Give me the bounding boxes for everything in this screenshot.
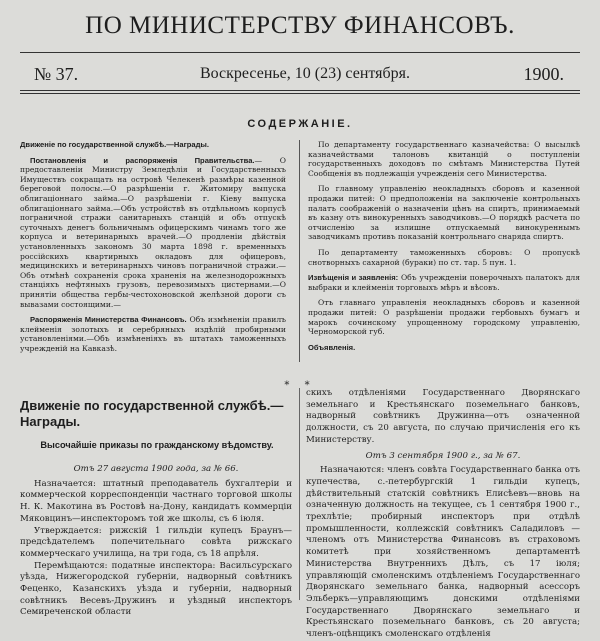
article-paragraph: Назначаются: членъ совѣта Государственнаго банка отъ купечества, с.-петербургскій 1 гильдіи купецъ, дѣйствительный статскій совѣтникъ Елисѣевъ—вновь на означенную должность на текущее, съ 1 сентября 1900 г., трехлѣтіе; пробирный инспекторъ при отдѣлѣ промышленности, коллежскій совѣтникъ Саладиловъ — членомъ отъ Министерства Финансовъ въ страховомъ комитетѣ при хозяйственномъ департаментѣ Министерства Внутреннихъ Дѣлъ, съ 17 іюля; управляющій смоленскимъ отдѣленіемъ Государственнаго Дворянскаго земельнаго банка, надворный асессоръ Эльберкъ—управляющимъ донскими отдѣленіями Государственнаго Дворянскаго земельнаго и Крестьянскаго поземельнаго банковъ, съ 20 августа; членъ-оцѣнщикъ смоленскаго отдѣленія — [306, 465, 580, 640]
contents-entry-text: По департаменту государственнаго казначейства: О высылкѣ казначействами талоновъ квитанцій о поступленіи государственныхъ доходовъ по смѣтамъ Министерства Путей Сообщенія въ подлежащія учрежденія сего Министерства. — [308, 140, 580, 178]
issue-date: Воскресенье, 10 (23) сентября. — [199, 65, 411, 82]
contents-entry-text: Объ измѣненіи правилъ клейменія золотыхъ и серебряныхъ издѣлій пробирными установленіями.—Объ измѣненіяхъ въ штатахъ таможенныхъ учрежденій на Кавказѣ. — [20, 315, 286, 353]
contents-entry — [20, 140, 286, 150]
order-date: Отъ 27 августа 1900 года, за № 66. — [73, 464, 239, 474]
article-paragraph: Утверждается: рижскій 1 гильдіи купецъ Браунъ—предсѣдателемъ попечительнаго совѣта рижскаго коммерческаго училища, на три года, съ 18 апрѣля. — [20, 525, 292, 559]
contents-entry — [308, 298, 580, 336]
contents-entry-head: Распоряженія Министерства Финансовъ. — [30, 315, 187, 325]
issue-year: 1900. — [523, 64, 564, 84]
section-separator: * * — [284, 380, 316, 391]
article-paragraph: Назначается: штатный преподаватель бухгалтеріи и коммерческой корреспонденціи частнаго торговой школы Н. К. Макотина въ Ростовѣ на-Дону, кандидатъ коммерціи Мяковцинъ—инспекторомъ той же школы, съ 6 іюля. — [20, 478, 292, 524]
contents-entry-head: Постановленія и распоряженія Правительства. — [30, 155, 255, 165]
contents-entry-text: Отъ главнаго управленія неокладныхъ сборовъ и казенной продажи питей: О разрѣшеніи продажи гербовыхъ бумагъ и марокъ сочинскому упрощенному городскому управленію, Черноморской губ. — [308, 298, 580, 337]
contents-entry — [20, 315, 286, 353]
page-title: ПО МИНИСТЕРСТВУ ФИНАНСОВЪ. — [85, 12, 515, 39]
contents-entry — [308, 184, 580, 242]
contents-right-column — [308, 140, 580, 358]
contents-entry-text: По департаменту таможенныхъ сборовъ: О пропускѣ снотворныхъ сахарной (бураки) по ст. тар. 5 пун. 1. — [308, 247, 580, 267]
issue-line — [30, 64, 580, 88]
article-heading: Движеніе по государственной службѣ.— Награды. — [20, 398, 284, 429]
issue-rule-top — [20, 90, 580, 91]
contents-left-column — [20, 140, 286, 359]
issue-number: № 37. — [34, 64, 79, 84]
contents-entry — [308, 343, 580, 353]
article-paragraph: скихъ отдѣленіями Государственнаго Дворянскаго земельнаго и Крестьянскаго поземельнаго банковъ, надворный совѣтникъ Дружинна—отъ означенной должности, съ 20 августа, по случаю причисленія его къ Министерству. — [306, 388, 580, 445]
contents-title: СОДЕРЖАНІЕ. — [247, 118, 353, 130]
article-paragraph: Перемѣщаются: податные инспектора: Васильсурскаго уѣзда, Нижегородской губерніи, надворный совѣтникъ Феценко, Казанскихъ уѣзда и губерніи, надворный совѣтникъ Весевъ-Дружинъ и уѣздный инспекторъ Семиреченской области — [20, 560, 292, 618]
issue-rule-bottom — [20, 93, 580, 94]
contents-entry-text: Объ учрежденіи поверочныхъ палатокъ для выбраки и клейменія торговыхъ мѣръ и вѣсовъ. — [308, 273, 580, 292]
contents-entry-head: Извѣщенія и заявленія: — [308, 273, 399, 283]
contents-divider — [299, 140, 300, 362]
article-left-column — [20, 460, 292, 619]
article-right-column — [306, 388, 580, 641]
article-subheading: Высочайшіе приказы по гражданскому вѣдомству. — [40, 440, 274, 450]
contents-entry — [20, 156, 286, 310]
article-divider — [299, 388, 300, 600]
contents-entry — [308, 248, 580, 267]
contents-entry-head: Движеніе по государственной службѣ.—Награды. — [20, 140, 210, 149]
contents-entry-text: По главному управленію неокладныхъ сборовъ и казенной продажи питей: О предположеніи на заключеніе контрольныхъ палатъ соображеній о назначеніи цѣнъ на спиртъ, принимаемый въ казну отъ винокуренныхъ заводчиковъ.—О порядкѣ расчета по отчисленію за излишне отпускаемый винокуреннымъ заводчикамъ противъ показаній контрольнаго снаряда спиртъ. — [308, 184, 580, 242]
title-rule — [20, 52, 580, 53]
order-date: Отъ 3 сентября 1900 г., за № 67. — [365, 450, 521, 461]
contents-entry — [308, 273, 580, 292]
contents-entry-text: — О предоставленіи Министру Земледѣлія и Государственныхъ Имуществъ сокращать на островѣ Челекенѣ размѣры казенной береговой полосы.—О разрѣшеніи г. Житомиру выпуска облигаціоннаго займа.—О разрѣшеніи г. Кіеву выпуска облигаціоннаго займа.—Объ устройствѣ въ отдѣльномъ корпусѣ пограничной стражи санитарныхъ станцій и объ отпускѣ суточныхъ денегъ больничнымъ офицерскимъ чинамъ того же корпуса и ветеринарныхъ врачей.—О продленіи дѣйствія установленныхъ закономъ 30 марта 1898 г. временныхъ россійскихъ квартирныхъ окладовъ для офицеровъ, медицинскихъ и ветеринарныхъ чиновъ пограничной стражи.—Объ отмѣнѣ сохраненія срока храненія на железнодорожныхъ станціяхъ нефтяныхъ грузовъ, перевозимыхъ цистернами.—О принятіи общества гербы-честохоновской желѣзной дороги съ вывазами состоящими.— — [20, 155, 286, 309]
contents-entry-head: Объявленія. — [308, 342, 356, 352]
contents-entry — [308, 140, 580, 178]
